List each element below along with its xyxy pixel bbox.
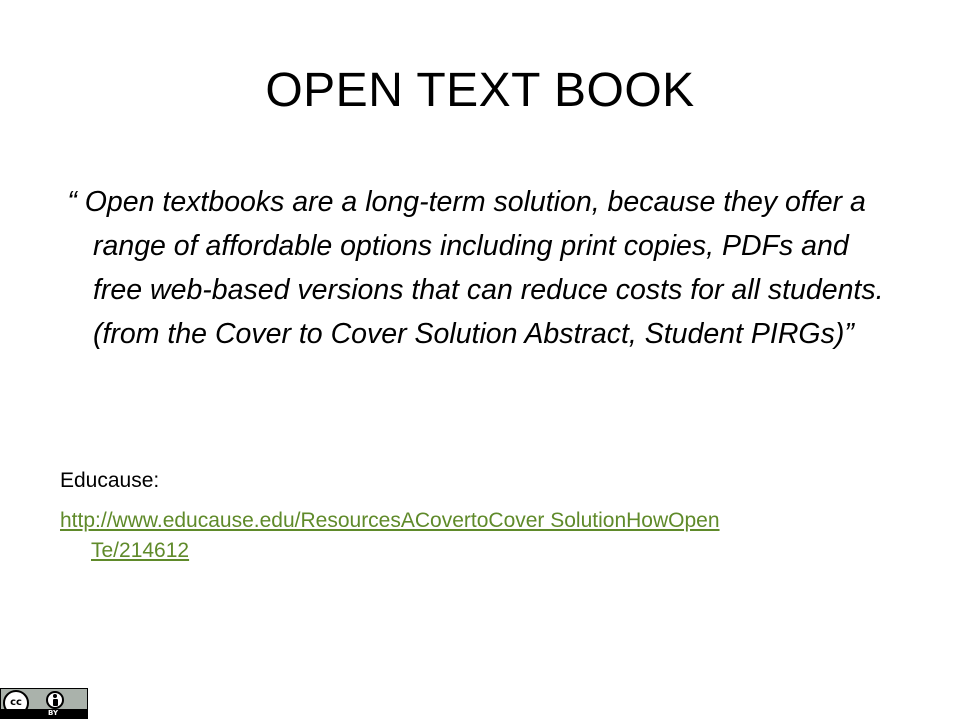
source-label: Educause: — [60, 469, 160, 492]
cc-icon: cc — [3, 690, 29, 716]
badge-strip — [1, 709, 87, 718]
attribution-icon — [46, 691, 64, 709]
creative-commons-by-badge[interactable] — [0, 688, 88, 719]
by-label: BY — [48, 709, 59, 717]
source-link[interactable]: http://www.educause.edu/ResourcesACovertoCover SolutionHowOpenTe/214612 — [60, 509, 720, 562]
quote-text: “ Open textbooks are a long-term solution, because they offer a range of affordable options including print copies, PDFs and free web-based versions that can reduce costs for all students. (from the Cover to Cover Solution Abstract, Student PIRGs)” — [67, 186, 884, 350]
slide-title: OPEN TEXT BOOK — [265, 64, 695, 117]
